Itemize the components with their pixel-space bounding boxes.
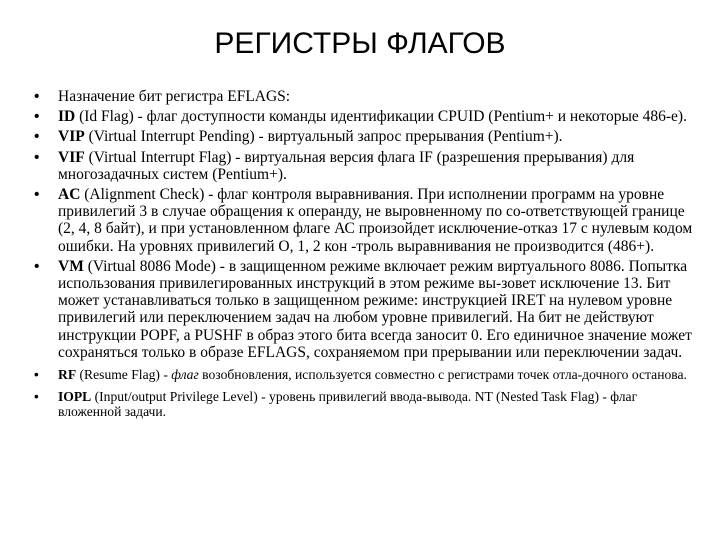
flag-term: AC: [58, 186, 81, 204]
bullet-icon: •: [34, 388, 39, 404]
item-text: Назначение бит регистра EFLAGS:: [58, 88, 291, 105]
bullet-icon: •: [34, 367, 39, 383]
item-text-before: (Resume Flag) -: [76, 367, 172, 383]
flag-term: VIF: [58, 148, 85, 166]
list-item: [34, 149, 702, 183]
item-text: (Alignment Check) - флаг контроля выравнивания. При исполнении программ на уровне привилегий 3 в случае обращения к операнду, не выровненному по со-ответствующей границе (2, 4, 8 байт), и при установленном флаге АС произойдет исключение-отказ 17 с нулевым кодом ошибки. На уровнях привилегий О, 1, 2 кон -троль выравнивания не производится (486+).: [58, 186, 693, 255]
bullet-icon: •: [34, 88, 40, 105]
slide-title: РЕГИСТРЫ ФЛАГОВ: [214, 27, 506, 60]
list-item: [34, 186, 702, 255]
list-item: [34, 128, 702, 145]
flag-term: VM: [58, 257, 84, 275]
bullet-list: [34, 88, 702, 423]
item-emphasis: флаг: [171, 367, 199, 383]
flag-term: VIP: [58, 128, 85, 146]
item-text: (Virtual Interrupt Flag) - виртуальная версия флага IF (разрешения прерывания) для многозадачных систем (Pentium+).: [58, 148, 635, 183]
list-item: [34, 88, 702, 105]
bullet-icon: •: [34, 186, 40, 204]
item-text: (Virtual Interrupt Pending) - виртуальный запрос прерывания (Pentium+).: [84, 128, 563, 146]
item-text: (Input/output Privilege Level) - уровень привилегий ввода-вывода. NT (Nested Task Flag) - флаг вложенной задачи.: [58, 388, 638, 420]
list-item: [34, 258, 702, 361]
bullet-icon: •: [34, 128, 40, 146]
flag-term: ID: [58, 108, 76, 126]
list-item: [34, 367, 702, 383]
bullet-icon: •: [34, 148, 40, 166]
item-text: (Virtual 8086 Mode) - в защищенном режиме включает режим виртуального 8086. Попытка использования привилегированных инструкций в этом режиме вы-зовет исключение 13. Бит может устанавливаться только в защищенном режиме: инструкцией IRET на нулевом уровне привилегий или переключением задач на любом уровне привилегий. На бит не действуют инструкции POPF, a PUSHF в образ этого бита всегда заносит 0. Его единичное значение может сохраняться только в образе EFLAGS, сохраняемом при прерывании или переключении задач.: [58, 257, 692, 361]
flag-term: IOPL: [58, 388, 92, 404]
bullet-icon: •: [34, 257, 40, 275]
item-text: возобновления, используется совместно с регистрами точек отла-дочного останова.: [198, 367, 687, 383]
flag-term: RF: [58, 367, 77, 383]
item-text: (Id Flag) - флаг доступности команды идентификации CPUID (Pentium+ и некоторые 486-е).: [75, 108, 687, 126]
list-item: [34, 389, 702, 420]
list-item: [34, 108, 702, 125]
bullet-icon: •: [34, 108, 40, 126]
